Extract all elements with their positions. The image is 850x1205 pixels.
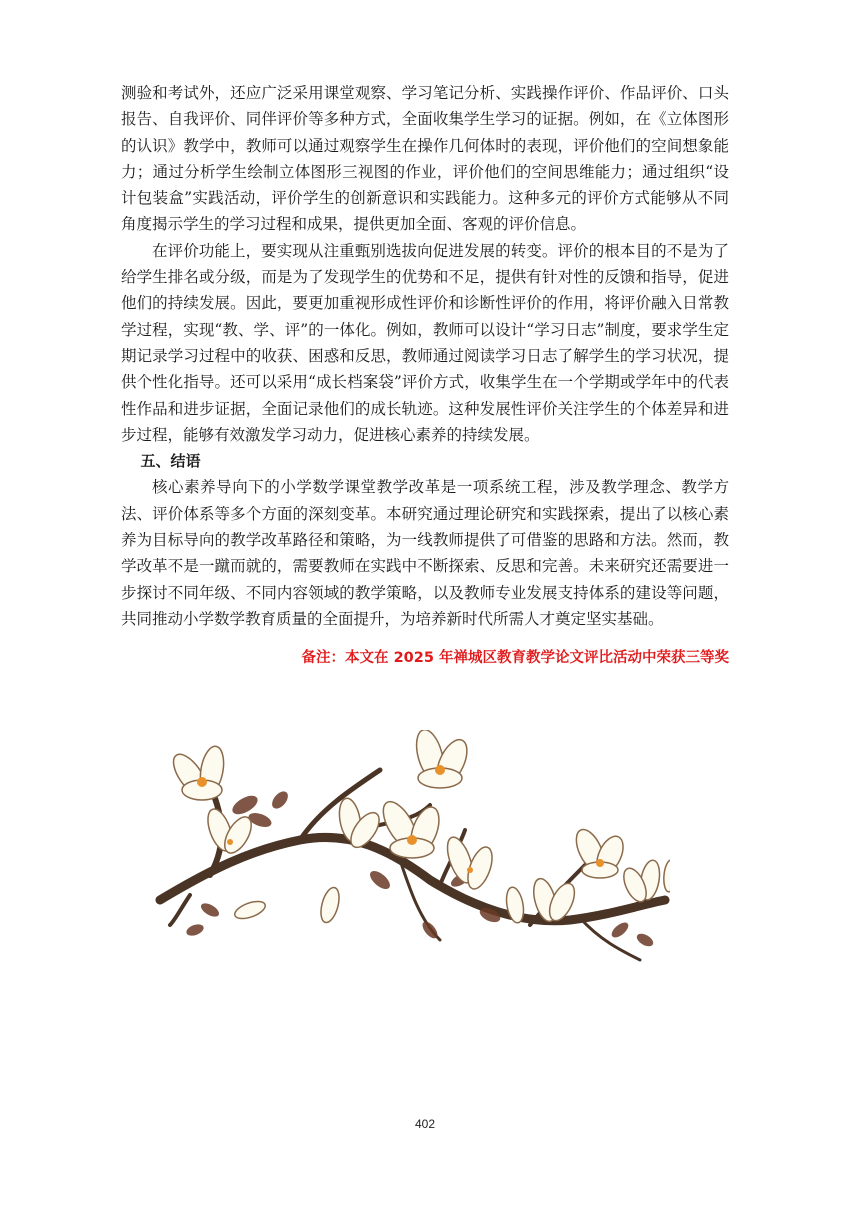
magnolia-branch-illustration [150, 730, 670, 990]
paragraph-evaluation-function: 在评价功能上，要实现从注重甄别选拔向促进发展的转变。评价的根本目的不是为了给学生排名或分级，而是为了发现学生的优势和不足，提供有针对性的反馈和指导，促进他们的持续发展。因此，要更加重视形成性评价和诊断性评价的作用，将评价融入日常教学过程，实现“教、学、评”的一体化。例如，教师可以设计“学习日志”制度，要求学生定期记录学习过程中的收获、困惑和反思，教师通过阅读学习日志了解学生的学习状况，提供个性化指导。还可以采用“成长档案袋”评价方式，收集学生在一个学期或学年中的代表性作品和进步证据，全面记录他们的成长轨迹。这种发展性评价关注学生的个体差异和进步过程，能够有效激发学习动力，促进核心素养的持续发展。 [121, 241, 729, 444]
award-note: 备注：本文在 2025 年禅城区教育教学论文评比活动中荣获三等奖 [301, 650, 729, 666]
paragraph-conclusion: 核心素养导向下的小学数学课堂教学改革是一项系统工程，涉及教学理念、教学方法、评价体系等多个方面的深刻变革。本研究通过理论研究和实践探索，提出了以核心素养为目标导向的教学改革路径和策略，为一线教师提供了可借鉴的思路和方法。然而，教学改革不是一蹴而就的，需要教师在实践中不断探索、反思和完善。未来研究还需要进一步探讨不同年级、不同内容领域的教学策略，以及教师专业发展支持体系的建设等问题，共同推动小学数学教育质量的全面提升，为培养新时代所需人才奠定坚实基础。 [121, 478, 729, 628]
page-number: 402 [414, 1117, 436, 1131]
section-heading-conclusion: 五、结语 [140, 452, 201, 471]
body-text [121, 80, 729, 632]
paragraph-evaluation-methods: 测验和考试外，还应广泛采用课堂观察、学习笔记分析、实践操作评价、作品评价、口头报告、自我评价、同伴评价等多种方式，全面收集学生学习的证据。例如，在《立体图形的认识》教学中，教师可以通过观察学生在操作几何体时的表现，评价他们的空间想象能力；通过分析学生绘制立体图形三视图的作业，评价他们的空间思维能力；通过组织“设计包装盒”实践活动，评价学生的创新意识和实践能力。这种多元的评价方式能够从不同角度揭示学生的学习过程和成果，提供更加全面、客观的评价信息。 [121, 84, 729, 234]
